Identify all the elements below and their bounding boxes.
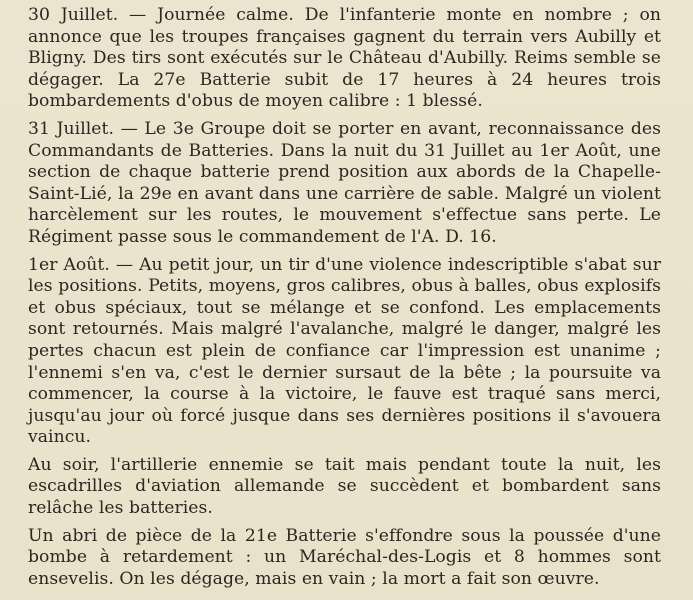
paragraph-31-juillet: 31 Juillet. — Le 3e Groupe doit se porter en avant, reconnaissance des Commandants de Batteries. Dans la nuit du 31 Juillet au 1er Août, une section de chaque batterie prend position aux abords de la Chapelle-Saint-Lié, la 29e en avant dans une carrière de sable. Malgré un violent harcèlement sur les routes, le mouvement s'effectue sans perte. Le Régiment passe sous le commandement de l'A. D. 16.: [28, 118, 661, 247]
text-body: [28, 5, 661, 596]
paragraph-1er-aout: 1er Août. — Au petit jour, un tir d'une violence indescriptible s'abat sur les positions. Petits, moyens, gros calibres, obus à balles, obus explosifs et obus spéciaux, tout se mélange et se confond. Les emplacements sont retournés. Mais malgré l'avalanche, malgré le danger, malgré les pertes chacun est plein de confiance car l'impression est unanime ; l'ennemi s'en va, c'est le dernier sursaut de la bête ; la poursuite va commencer, la course à la victoire, le fauve est traqué sans merci, jusqu'au jour où forcé jusque dans ses dernières positions il s'avouera vaincu.: [28, 254, 661, 448]
paragraph-au-soir: Au soir, l'artillerie ennemie se tait mais pendant toute la nuit, les escadrilles d'aviation allemande se succèdent et bombardent sans relâche les batteries.: [28, 454, 661, 519]
paragraph-abri-de-piece: Un abri de pièce de la 21e Batterie s'effondre sous la poussée d'une bombe à retardement : un Maréchal-des-Logis et 8 hommes sont ensevelis. On les dégage, mais en vain ; la mort a fait son œuvre.: [28, 525, 661, 589]
paragraph-30-juillet: 30 Juillet. — Journée calme. De l'infanterie monte en nombre ; on annonce que les troupes françaises gagnent du terrain vers Aubilly et Bligny. Des tirs sont exécutés sur le Château d'Aubilly. Reims semble se dégager. La 27e Batterie subit de 17 heures à 24 heures trois bombardements d'obus de moyen calibre : 1 blessé.: [28, 5, 661, 112]
